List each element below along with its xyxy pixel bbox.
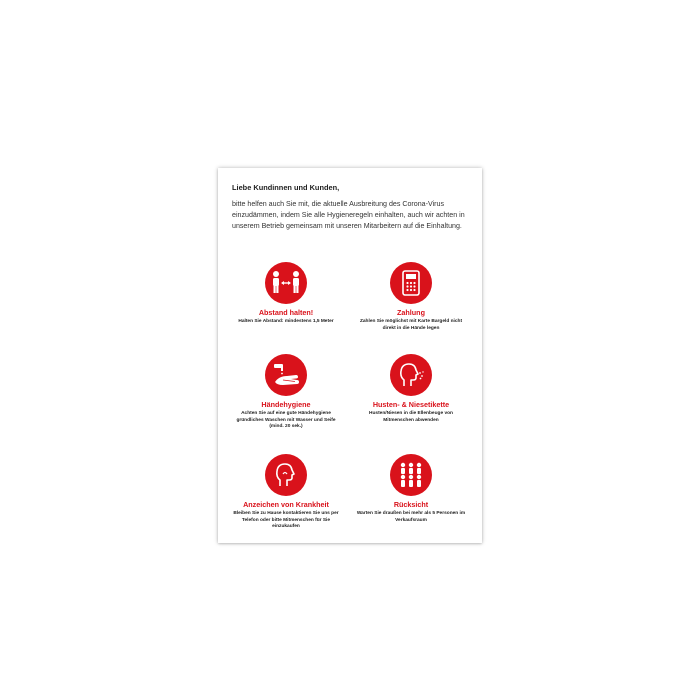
rule-item-distance (231, 262, 341, 326)
rule-description: Achten Sie auf eine gute Händehygiene gründliches Waschen mit Wasser und Seife (mind. 20 sek.) (236, 411, 336, 429)
rule-item-payment (356, 262, 466, 332)
rule-item-consideration (356, 454, 466, 524)
hand-washing-icon (265, 354, 307, 396)
intro-text: bitte helfen auch Sie mit, die aktuelle Ausbreitung des Corona-Virus einzudämmen, indem Sie alle Hygieneregeln einhalten, auch wir achten in unserem Betrieb gemeinsam mit unseren Mitarbeitern auf die Einhaltung. (232, 200, 465, 230)
rule-description: Zahlen Sie möglichst mit Karte Bargeld nicht direkt in die Hände legen (359, 319, 463, 331)
rule-item-hand-hygiene (231, 354, 341, 431)
rule-title: Anzeichen von Krankheit (243, 500, 329, 509)
rule-description: Warten Sie draußen bei mehr als 5 Personen im Verkaufsraum (356, 511, 466, 523)
greeting: Liebe Kundinnen und Kunden, (232, 183, 340, 192)
rule-description: Husten/Niesen in die Ellenbeuge von Mitmenschen abwenden (369, 411, 453, 423)
rule-title: Husten- & Niesetikette (372, 400, 450, 409)
group-people-icon (390, 454, 432, 496)
card-terminal-icon (390, 262, 432, 304)
rule-description: Bleiben Sie zu Hause kontaktieren Sie uns per Telefon oder bitte Mitmenschen für Sie einzukaufen (233, 511, 339, 529)
rule-item-illness (231, 454, 341, 531)
rule-item-cough-etiquette (356, 354, 466, 424)
rule-title: Abstand halten! (258, 308, 314, 317)
sick-person-icon (265, 454, 307, 496)
sneezing-person-icon (390, 354, 432, 396)
rule-title: Rücksicht (393, 500, 429, 509)
notice-card (218, 168, 482, 543)
rule-title: Händehygiene (261, 400, 311, 409)
distance-icon (265, 262, 307, 304)
rule-description: Halten Sie Abstand: mindestens 1,5 Meter (238, 319, 334, 324)
rule-title: Zahlung (397, 308, 425, 317)
